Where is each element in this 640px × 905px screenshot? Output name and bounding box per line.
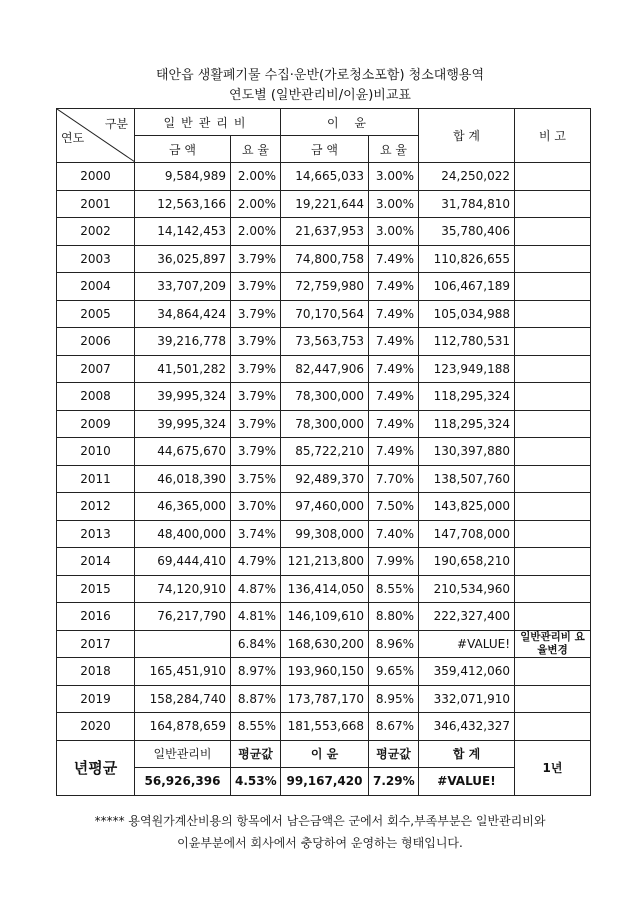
- cell-year: 2004: [57, 273, 135, 301]
- cell-ga-rate: 2.00%: [231, 163, 281, 191]
- cell-p-amount: 78,300,000: [281, 383, 369, 411]
- cell-p-rate: 7.40%: [369, 520, 419, 548]
- header-corner-cell: [57, 109, 135, 163]
- cell-p-amount: 92,489,370: [281, 465, 369, 493]
- cell-ga-amount: 76,217,790: [135, 603, 231, 631]
- header-p-rate: 요 율: [369, 136, 419, 163]
- cell-ga-amount: 34,864,424: [135, 300, 231, 328]
- cell-year: 2007: [57, 355, 135, 383]
- cell-ga-amount: 39,995,324: [135, 383, 231, 411]
- table-row: [57, 685, 591, 713]
- avg-total-value: #VALUE!: [419, 768, 515, 796]
- cell-total: 346,432,327: [419, 713, 515, 741]
- cell-remark: [515, 163, 591, 191]
- cell-year: 2001: [57, 190, 135, 218]
- table-row: [57, 548, 591, 576]
- cell-p-rate: 3.00%: [369, 218, 419, 246]
- footnote-line-1: ***** 용역원가계산비용의 항목에서 남은금액은 군에서 회수,부족부분은 일반관리비와: [94, 814, 546, 828]
- cell-p-rate: 7.49%: [369, 438, 419, 466]
- cell-p-rate: 7.49%: [369, 328, 419, 356]
- cell-p-rate: 7.70%: [369, 465, 419, 493]
- cell-p-rate: 7.49%: [369, 245, 419, 273]
- cell-year: 2006: [57, 328, 135, 356]
- cell-year: 2020: [57, 713, 135, 741]
- cell-year: 2017: [57, 630, 135, 658]
- cell-total: 123,949,188: [419, 355, 515, 383]
- cell-p-amount: 193,960,150: [281, 658, 369, 686]
- cell-ga-amount: 69,444,410: [135, 548, 231, 576]
- avg-p-rate: 7.29%: [369, 768, 419, 796]
- table-row: [57, 163, 591, 191]
- cell-ga-amount: 48,400,000: [135, 520, 231, 548]
- header-general-admin: 일반관리비: [135, 109, 281, 136]
- cell-ga-amount: 33,707,209: [135, 273, 231, 301]
- cell-p-amount: 14,665,033: [281, 163, 369, 191]
- cell-total: 359,412,060: [419, 658, 515, 686]
- cell-ga-rate: 4.87%: [231, 575, 281, 603]
- cell-ga-amount: 36,025,897: [135, 245, 231, 273]
- cell-p-amount: 72,759,980: [281, 273, 369, 301]
- cell-p-amount: 181,553,668: [281, 713, 369, 741]
- cell-p-amount: 19,221,644: [281, 190, 369, 218]
- average-label: 년평균: [57, 740, 135, 795]
- cell-p-rate: 3.00%: [369, 163, 419, 191]
- cell-total: 106,467,189: [419, 273, 515, 301]
- cell-total: 210,534,960: [419, 575, 515, 603]
- cell-total: 110,826,655: [419, 245, 515, 273]
- cell-ga-rate: 2.00%: [231, 218, 281, 246]
- cell-year: 2002: [57, 218, 135, 246]
- cell-ga-rate: 3.79%: [231, 273, 281, 301]
- avg-p-value: 99,167,420: [281, 768, 369, 796]
- cell-year: 2010: [57, 438, 135, 466]
- cell-ga-amount: 12,563,166: [135, 190, 231, 218]
- cell-p-rate: 8.55%: [369, 575, 419, 603]
- table-row: [57, 603, 591, 631]
- cell-p-amount: 173,787,170: [281, 685, 369, 713]
- table-row: [57, 575, 591, 603]
- cell-remark: [515, 300, 591, 328]
- cell-total: 35,780,406: [419, 218, 515, 246]
- table-row: [57, 328, 591, 356]
- cell-total: 147,708,000: [419, 520, 515, 548]
- cell-p-amount: 146,109,610: [281, 603, 369, 631]
- cell-p-rate: 3.00%: [369, 190, 419, 218]
- cell-remark: [515, 218, 591, 246]
- cell-p-rate: 8.96%: [369, 630, 419, 658]
- cell-total: 222,327,400: [419, 603, 515, 631]
- table-row: [57, 630, 591, 658]
- cell-remark: [515, 603, 591, 631]
- cell-p-amount: 82,447,906: [281, 355, 369, 383]
- cell-ga-amount: [135, 630, 231, 658]
- table-row: [57, 713, 591, 741]
- cell-ga-rate: 3.79%: [231, 383, 281, 411]
- cell-p-rate: 7.99%: [369, 548, 419, 576]
- cell-remark: [515, 273, 591, 301]
- cell-ga-amount: 44,675,670: [135, 438, 231, 466]
- header-profit: 이 윤: [281, 109, 419, 136]
- cell-total: 31,784,810: [419, 190, 515, 218]
- cell-p-rate: 8.67%: [369, 713, 419, 741]
- cell-ga-rate: 8.97%: [231, 658, 281, 686]
- cell-ga-rate: 4.79%: [231, 548, 281, 576]
- cell-total: 143,825,000: [419, 493, 515, 521]
- cell-total: 118,295,324: [419, 383, 515, 411]
- cell-total: 190,658,210: [419, 548, 515, 576]
- cell-ga-rate: 3.70%: [231, 493, 281, 521]
- cell-remark: [515, 548, 591, 576]
- avg-ga-rate: 4.53%: [231, 768, 281, 796]
- cell-year: 2014: [57, 548, 135, 576]
- cell-p-rate: 7.49%: [369, 410, 419, 438]
- cell-ga-rate: 8.55%: [231, 713, 281, 741]
- cell-year: 2003: [57, 245, 135, 273]
- cell-ga-amount: 74,120,910: [135, 575, 231, 603]
- cell-p-rate: 8.80%: [369, 603, 419, 631]
- cell-remark: [515, 328, 591, 356]
- cell-ga-rate: 3.74%: [231, 520, 281, 548]
- header-p-amount: 금 액: [281, 136, 369, 163]
- cell-ga-rate: 3.79%: [231, 245, 281, 273]
- document-subtitle: 연도별 (일반관리비/이윤)비교표: [229, 88, 411, 103]
- cell-p-amount: 78,300,000: [281, 410, 369, 438]
- cell-ga-rate: 3.79%: [231, 300, 281, 328]
- cell-p-amount: 97,460,000: [281, 493, 369, 521]
- cell-ga-rate: 3.79%: [231, 355, 281, 383]
- avg-p-label: 이 윤: [281, 740, 369, 768]
- cell-p-amount: 70,170,564: [281, 300, 369, 328]
- cell-p-rate: 9.65%: [369, 658, 419, 686]
- header-ga-amount: 금 액: [135, 136, 231, 163]
- table-row: [57, 190, 591, 218]
- cell-total: 105,034,988: [419, 300, 515, 328]
- cell-ga-rate: 6.84%: [231, 630, 281, 658]
- cell-year: 2011: [57, 465, 135, 493]
- cell-total: 112,780,531: [419, 328, 515, 356]
- cell-remark: [515, 190, 591, 218]
- cell-p-amount: 73,563,753: [281, 328, 369, 356]
- cell-remark: [515, 245, 591, 273]
- cell-year: 2000: [57, 163, 135, 191]
- cell-ga-amount: 46,018,390: [135, 465, 231, 493]
- cell-year: 2018: [57, 658, 135, 686]
- cell-year: 2016: [57, 603, 135, 631]
- cell-remark: [515, 520, 591, 548]
- table-row: [57, 218, 591, 246]
- cell-ga-rate: 4.81%: [231, 603, 281, 631]
- cell-ga-amount: 164,878,659: [135, 713, 231, 741]
- table-row: [57, 273, 591, 301]
- cell-ga-amount: 46,365,000: [135, 493, 231, 521]
- table-row: [57, 520, 591, 548]
- cell-year: 2005: [57, 300, 135, 328]
- cell-p-amount: 74,800,758: [281, 245, 369, 273]
- table-row: [57, 493, 591, 521]
- cell-remark: [515, 658, 591, 686]
- cell-p-rate: 7.49%: [369, 300, 419, 328]
- avg-total-label: 합 계: [419, 740, 515, 768]
- avg-ga-value: 56,926,396: [135, 768, 231, 796]
- cell-p-amount: 99,308,000: [281, 520, 369, 548]
- cell-p-rate: 7.49%: [369, 383, 419, 411]
- cell-total: 130,397,880: [419, 438, 515, 466]
- header-remarks: 비 고: [515, 109, 591, 163]
- cell-p-amount: 136,414,050: [281, 575, 369, 603]
- cell-ga-amount: 41,501,282: [135, 355, 231, 383]
- cell-p-rate: 7.49%: [369, 273, 419, 301]
- table-row: [57, 355, 591, 383]
- cell-remark: [515, 438, 591, 466]
- table-row: [57, 410, 591, 438]
- avg-remark: 1년: [515, 740, 591, 795]
- cell-ga-amount: 9,584,989: [135, 163, 231, 191]
- table-row: [57, 245, 591, 273]
- cell-ga-amount: 165,451,910: [135, 658, 231, 686]
- cell-total: 118,295,324: [419, 410, 515, 438]
- avg-rate-label-1: 평균값: [231, 740, 281, 768]
- cell-remark: [515, 575, 591, 603]
- cell-p-rate: 7.49%: [369, 355, 419, 383]
- cell-ga-amount: 39,216,778: [135, 328, 231, 356]
- cell-total: 332,071,910: [419, 685, 515, 713]
- cell-year: 2015: [57, 575, 135, 603]
- avg-ga-label: 일반관리비: [135, 740, 231, 768]
- cell-year: 2008: [57, 383, 135, 411]
- cell-year: 2019: [57, 685, 135, 713]
- cell-remark: [515, 383, 591, 411]
- cell-ga-amount: 158,284,740: [135, 685, 231, 713]
- cell-year: 2009: [57, 410, 135, 438]
- cell-ga-rate: 3.75%: [231, 465, 281, 493]
- cell-ga-rate: 3.79%: [231, 328, 281, 356]
- cell-year: 2012: [57, 493, 135, 521]
- cell-remark: [515, 493, 591, 521]
- comparison-table: [56, 108, 591, 796]
- cell-total: #VALUE!: [419, 630, 515, 658]
- cell-year: 2013: [57, 520, 135, 548]
- cell-remark: [515, 410, 591, 438]
- cell-p-amount: 168,630,200: [281, 630, 369, 658]
- table-row: [57, 438, 591, 466]
- cell-ga-rate: 8.87%: [231, 685, 281, 713]
- cell-ga-amount: 14,142,453: [135, 218, 231, 246]
- document-title: 태안읍 생활폐기물 수집·운반(가로청소포함) 청소대행용역: [155, 68, 485, 83]
- table-row: [57, 658, 591, 686]
- cell-p-rate: 8.95%: [369, 685, 419, 713]
- cell-remark: [515, 465, 591, 493]
- header-gubun: 구분: [104, 117, 128, 131]
- header-total: 합 계: [419, 109, 515, 163]
- cell-remark: [515, 685, 591, 713]
- cell-p-rate: 7.50%: [369, 493, 419, 521]
- table-row: [57, 383, 591, 411]
- table-row: [57, 465, 591, 493]
- footnote-line-2: 이윤부분에서 회사에서 충당하여 운영하는 형태입니다.: [177, 836, 463, 850]
- cell-p-amount: 21,637,953: [281, 218, 369, 246]
- cell-total: 24,250,022: [419, 163, 515, 191]
- cell-ga-rate: 3.79%: [231, 410, 281, 438]
- cell-ga-amount: 39,995,324: [135, 410, 231, 438]
- header-ga-rate: 요 율: [231, 136, 281, 163]
- avg-rate-label-2: 평균값: [369, 740, 419, 768]
- header-year: 연도: [61, 131, 85, 145]
- cell-remark: 일반관리비 요율변경: [515, 630, 591, 658]
- cell-ga-rate: 3.79%: [231, 438, 281, 466]
- cell-total: 138,507,760: [419, 465, 515, 493]
- table-body: [57, 163, 591, 741]
- cell-remark: [515, 713, 591, 741]
- cell-p-amount: 85,722,210: [281, 438, 369, 466]
- cell-ga-rate: 2.00%: [231, 190, 281, 218]
- cell-remark: [515, 355, 591, 383]
- table-row: [57, 300, 591, 328]
- cell-p-amount: 121,213,800: [281, 548, 369, 576]
